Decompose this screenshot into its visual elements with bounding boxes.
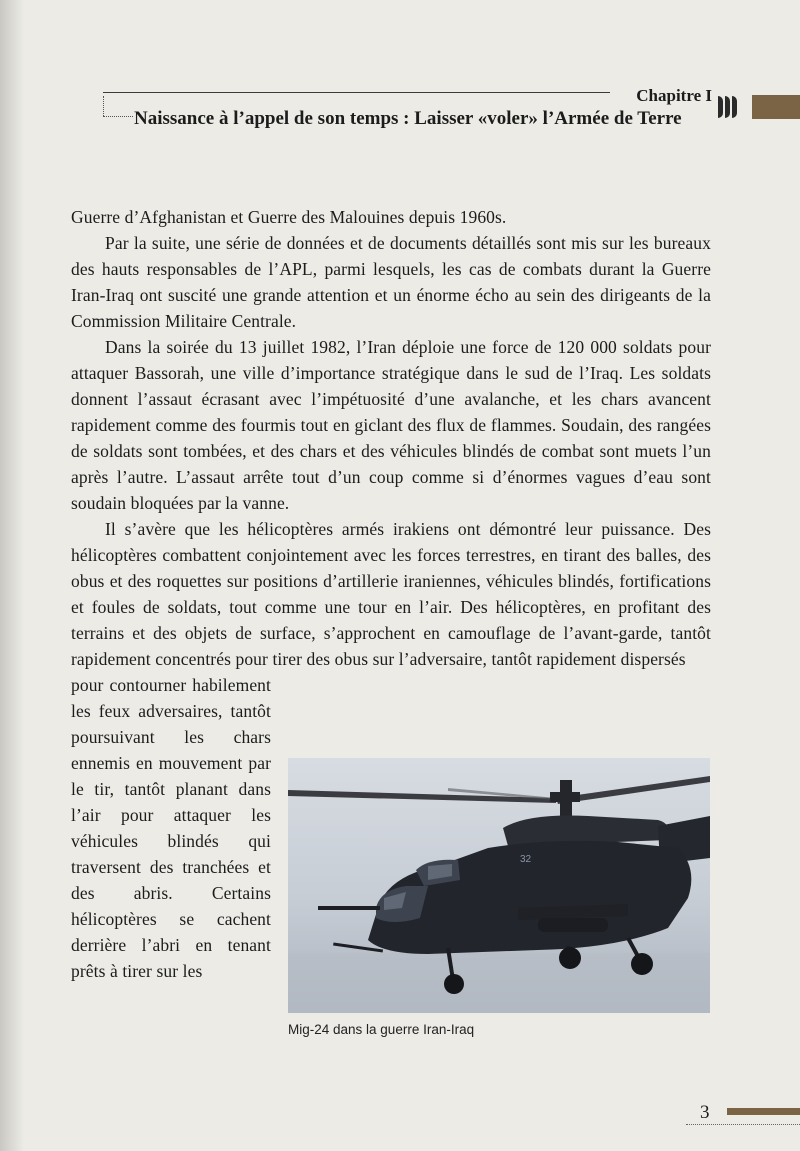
chapter-label: Chapitre I [636, 86, 712, 105]
fuselage-number: 32 [520, 854, 532, 865]
chapter-marks-icon [718, 96, 737, 118]
helicopter-photo [288, 758, 710, 1013]
paragraph: Par la suite, une série de données et de documents détaillés sont mis sur les bureaux des hauts responsables de l’APL, parmi lesquels, les cas de combats durant la Guerre Iran-Iraq ont suscité une grande attention et un énorme écho au sein des dirigeants de la Commission Militaire Centrale. [71, 233, 711, 331]
paragraph-wrapped-column: pour contourner habilement les feux adversaires, tantôt poursuivant les chars ennemis en mouvement par le tir, tantôt planant dans l’air pour attaquer les véhicules blindés qui traversent des tranchées et des abris. Certains hélicoptères se cachent derrière l’abri en tenant prêts à tirer sur les [71, 675, 271, 981]
helicopter-illustration [288, 758, 710, 1013]
header-dotted-corner [103, 96, 104, 116]
page-gutter-shadow [0, 0, 24, 1151]
chapter-title: Naissance à l’appel de son temps : Laisser «voler» l’Armée de Terre [134, 108, 682, 129]
paragraph-continuation: Guerre d’Afghanistan et Guerre des Malouines depuis 1960s. [71, 207, 507, 227]
footer-accent-bar [727, 1108, 800, 1115]
page-number: 3 [700, 1102, 710, 1123]
figure-caption: Mig-24 dans la guerre Iran-Iraq [288, 1022, 475, 1037]
paragraph: Dans la soirée du 13 juillet 1982, l’Iran déploie une force de 120 000 soldats pour attaquer Bassorah, une ville d’importance stratégique dans le sud de l’Iraq. Les soldats donnent l’assaut écrasant avec l’impétuosité d’une avalanche, et les chars avancent rapidement comme des fourmis tout en giclant des flux de flammes. Soudain, des rangées de soldats sont tombées, et des chars et des véhicules blindés de combat sont muets l’un après l’autre. L’assaut arrête tout d’un coup comme si d’énormes vagues d’eau sont soudain bloquées par la vanne. [71, 337, 711, 513]
paragraph: Il s’avère que les hélicoptères armés irakiens ont démontré leur puissance. Des hélicoptères combattent conjointement avec les forces terrestres, en tirant des balles, des obus et des roquettes sur positions d’artillerie iraniennes, véhicules blindés, fortifications et foules de soldats, tout comme une tour en l’air. Des hélicoptères, en profitant des terrains et des objets de surface, s’approchent en camouflage de l’avant-garde, tantôt rapidement concentrés pour tirer des obus sur l’adversaire, tantôt rapidement dispersés [71, 519, 711, 669]
header-dotted-lead [103, 116, 133, 117]
footer-dotted-rule [686, 1124, 800, 1125]
header-rule [103, 92, 610, 93]
chapter-accent-bar [752, 95, 800, 119]
